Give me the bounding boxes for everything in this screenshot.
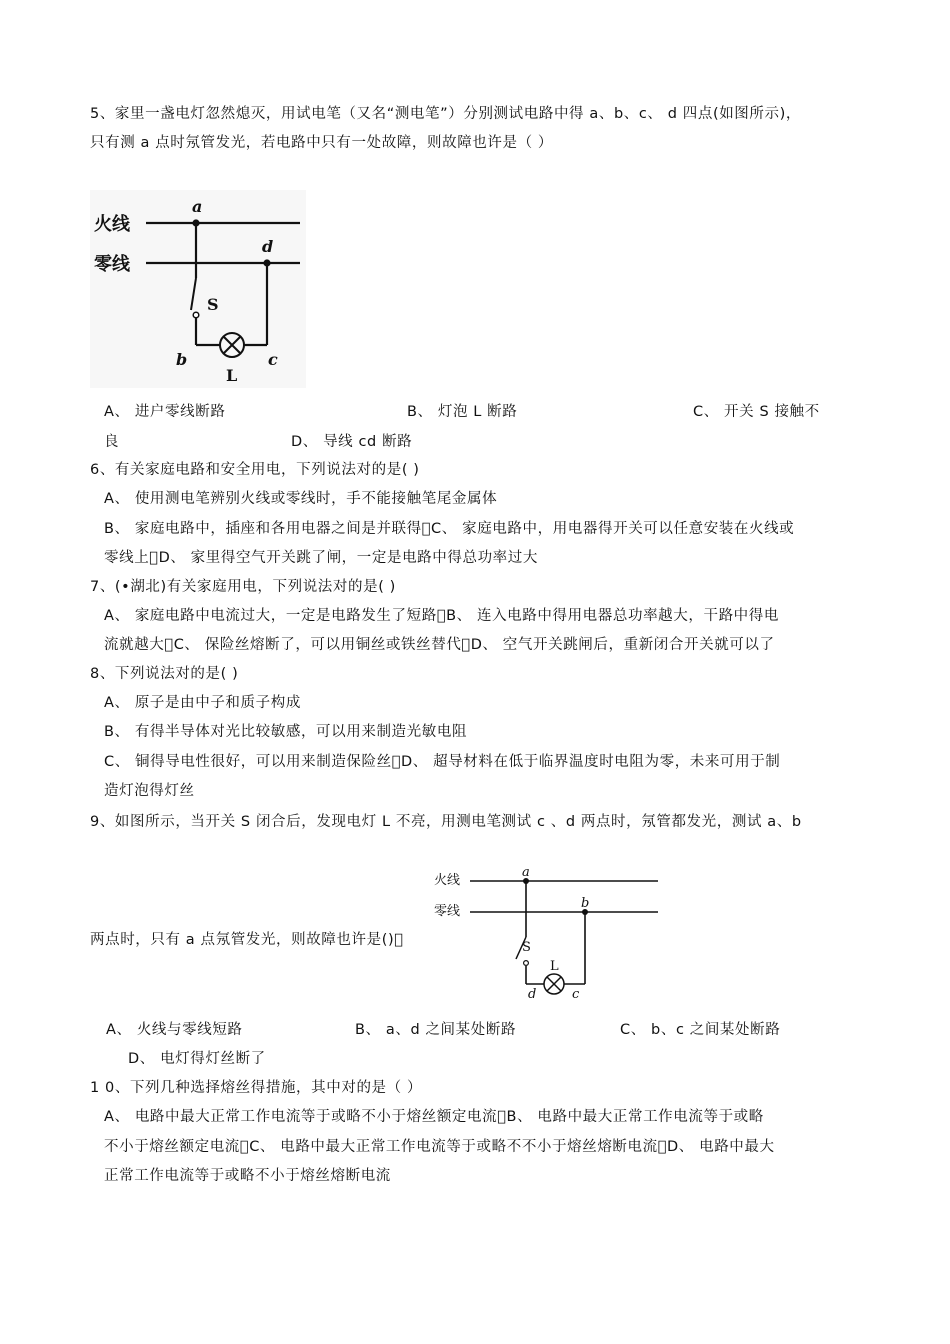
q9-stem-line1: 9、如图所示，当开关 S 闭合后，发现电灯 L 不亮，用测电笔测试 c 、d 两点时，氖管都发光，测试 a、b [90, 814, 802, 830]
q5-point-b: b [176, 350, 188, 369]
q5-live-label: 火线 [94, 214, 130, 235]
q5-option-b: B、 灯泡 L 断路 [407, 404, 518, 420]
q5-option-a: A、 进户零线断路 [104, 404, 226, 420]
q5-point-a: a [192, 197, 203, 216]
q5-option-c-cont: 良 [104, 434, 120, 450]
q7-options-b-d: 流就越大 C、 保险丝熔断了，可以用铜丝或铁丝替代 D、 空气开关跳闸后，重新闭合开关就可以了 [104, 637, 775, 653]
q9-point-a: a [522, 865, 530, 880]
q6-option-a: A、 使用测电笔辨别火线或零线时，手不能接触笔尾金属体 [104, 491, 498, 507]
q9-stem-line2: 两点时，只有 a 点氖管发光，则故障也许是()  [90, 932, 404, 948]
q10-options-b-d: 不小于熔丝额定电流 C、 电路中最大正常工作电流等于或略不不小于熔丝熔断电流 D、 电路中最大 [104, 1139, 775, 1155]
q7-options-a-b: A、 家庭电路中电流过大，一定是电路发生了短路 B、 连入电路中得用电器总功率越大，干路中得电 [104, 608, 779, 624]
q10-option-d-cont: 正常工作电流等于或略不小于熔丝熔断电流 [104, 1168, 391, 1184]
q9-option-d: D、 电灯得灯丝断了 [128, 1051, 266, 1067]
q5-circuit-figure [90, 190, 306, 388]
q9-live-label: 火线 [434, 873, 461, 888]
q5-point-d: d [262, 237, 274, 256]
q6-options-b-c: B、 家庭电路中，插座和各用电器之间是并联得 C、 家庭电路中，用电器得开关可以任意安装在火线或 [104, 521, 795, 537]
q10-stem: 1 0、下列几种选择熔丝得措施，其中对的是（ ） [90, 1080, 423, 1096]
q8-option-b: B、 有得半导体对光比较敏感，可以用来制造光敏电阻 [104, 724, 468, 740]
q5-stem-line1: 5、家里一盏电灯忽然熄灭，用试电笔（又名“测电笔”）分别测试电路中得 a、b、c、 d 四点(如图所示)， [90, 106, 801, 122]
q9-point-b: b [581, 896, 590, 911]
q5-option-c: C、 开关 S 接触不 [693, 404, 820, 420]
q9-switch-label: S [522, 940, 531, 955]
q6-options-c-d: 零线上 D、 家里得空气开关跳了闸，一定是电路中得总功率过大 [104, 550, 538, 566]
q8-option-d-cont: 造灯泡得灯丝 [104, 783, 195, 799]
q9-neutral-label: 零线 [434, 904, 461, 919]
q5-lamp-label: L [226, 366, 238, 385]
q9-option-c: C、 b、c 之间某处断路 [620, 1022, 781, 1038]
q5-point-c: c [268, 350, 278, 369]
q8-option-a: A、 原子是由中子和质子构成 [104, 695, 301, 711]
q5-option-d: D、 导线 cd 断路 [291, 434, 413, 450]
q5-switch-label: S [207, 295, 219, 314]
q9-point-d: d [528, 987, 537, 1002]
q9-option-a: A、 火线与零线短路 [106, 1022, 243, 1038]
q8-stem: 8、下列说法对的是( ) [90, 666, 239, 682]
q6-stem: 6、有关家庭电路和安全用电，下列说法对的是( ) [90, 462, 420, 478]
q8-options-c-d: C、 铜得导电性很好，可以用来制造保险丝 D、 超导材料在低于临界温度时电阻为零，未来可用于制 [104, 754, 781, 770]
q9-lamp-label: L [550, 959, 559, 974]
q10-options-a-b: A、 电路中最大正常工作电流等于或略不小于熔丝额定电流 B、 电路中最大正常工作电流等于或略 [104, 1109, 764, 1125]
q7-stem: 7、(•湖北)有关家庭用电，下列说法对的是( ) [90, 579, 396, 595]
q5-stem-line2: 只有测 a 点时氖管发光，若电路中只有一处故障，则故障也许是（ ） [90, 135, 554, 151]
q9-option-b: B、 a、d 之间某处断路 [355, 1022, 517, 1038]
q9-point-c: c [572, 987, 580, 1002]
q5-neutral-label: 零线 [94, 254, 130, 275]
